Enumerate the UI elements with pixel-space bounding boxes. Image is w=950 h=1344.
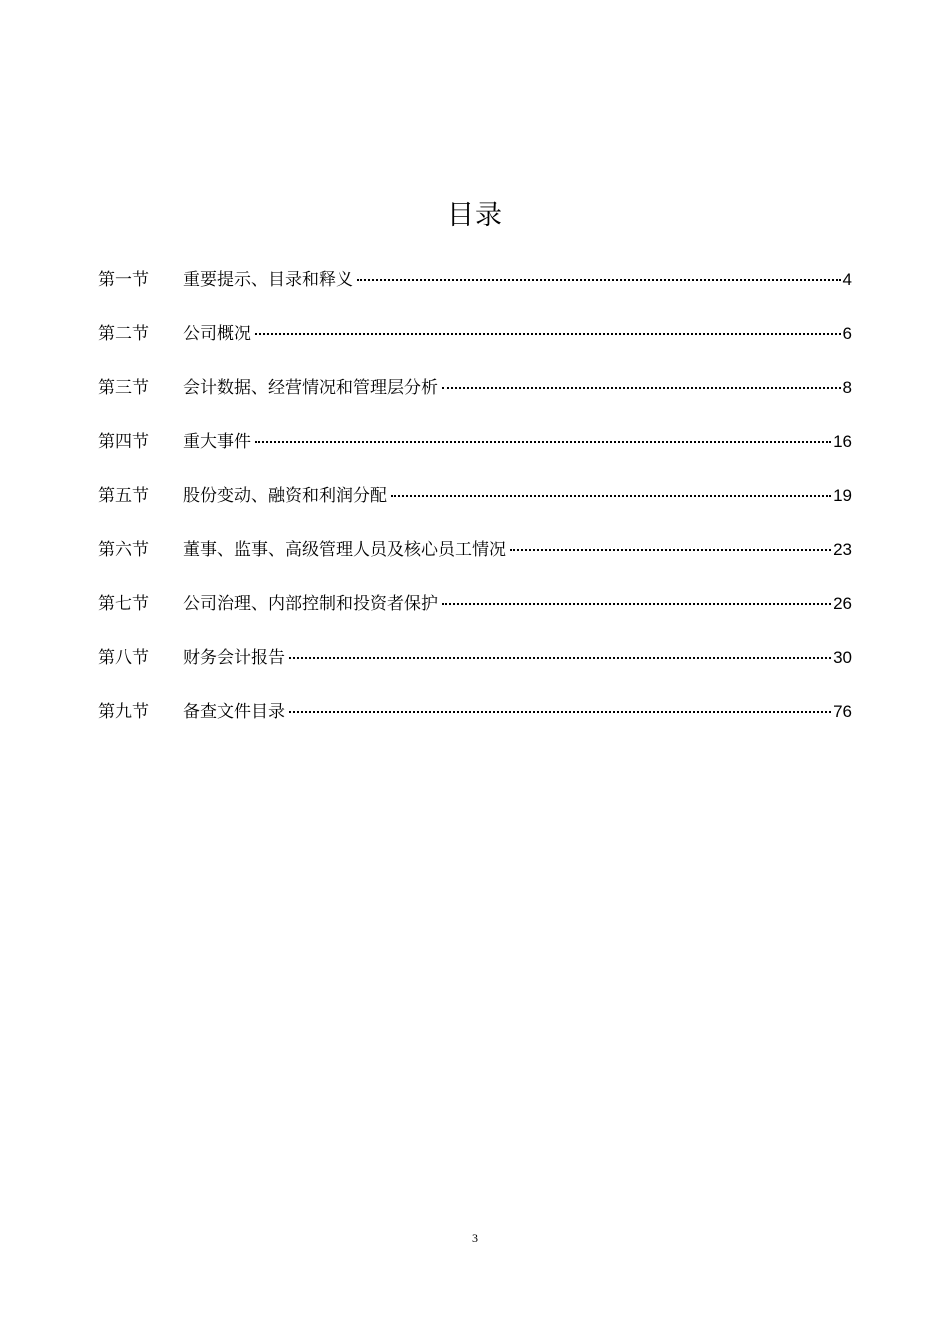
- toc-page-number: 26: [833, 594, 852, 613]
- toc-dot-leader: [255, 333, 841, 335]
- toc-entry[interactable]: [98, 644, 852, 698]
- toc-entry-label: 股份变动、融资和利润分配: [183, 486, 387, 506]
- toc-entry-label: 备查文件目录: [183, 702, 285, 722]
- toc-dot-leader: [255, 441, 831, 443]
- toc-section-number: 第四节: [98, 432, 149, 452]
- toc-entry-label: 重大事件: [183, 432, 251, 452]
- toc-page-number: 6: [842, 324, 852, 343]
- toc-entry-label: 重要提示、目录和释义: [183, 270, 353, 290]
- toc-dot-leader: [391, 495, 831, 497]
- page-number: 3: [472, 1231, 478, 1245]
- toc-page-number: 23: [833, 540, 852, 559]
- toc-section-number: 第六节: [98, 540, 149, 560]
- toc-page-number: 8: [842, 378, 852, 397]
- toc-entry[interactable]: [98, 698, 852, 752]
- toc-entry-label: 公司治理、内部控制和投资者保护: [183, 594, 438, 614]
- toc-section-number: 第一节: [98, 270, 149, 290]
- toc-entry[interactable]: [98, 320, 852, 374]
- toc-entry[interactable]: [98, 428, 852, 482]
- toc-page-number: 19: [833, 486, 852, 505]
- toc-section-number: 第九节: [98, 702, 149, 722]
- toc-entry-label: 会计数据、经营情况和管理层分析: [183, 378, 438, 398]
- toc-section-number: 第八节: [98, 648, 149, 668]
- toc-dot-leader: [442, 603, 831, 605]
- toc-title: 目录: [447, 200, 503, 231]
- toc-section-number: 第二节: [98, 324, 149, 344]
- toc-dot-leader: [442, 387, 841, 389]
- toc-section-number: 第五节: [98, 486, 149, 506]
- toc-entry-label: 董事、监事、高级管理人员及核心员工情况: [183, 540, 506, 560]
- toc-entry[interactable]: [98, 374, 852, 428]
- toc-dot-leader: [510, 549, 831, 551]
- toc-dot-leader: [357, 279, 841, 281]
- toc-entry-label: 公司概况: [183, 324, 251, 344]
- toc-section-number: 第三节: [98, 378, 149, 398]
- toc-entry[interactable]: [98, 266, 852, 320]
- toc-section-number: 第七节: [98, 594, 149, 614]
- toc-entry-label: 财务会计报告: [183, 648, 285, 668]
- toc-entry[interactable]: [98, 482, 852, 536]
- toc-dot-leader: [289, 711, 831, 713]
- toc-list: [98, 266, 852, 752]
- toc-page-number: 30: [833, 648, 852, 667]
- toc-dot-leader: [289, 657, 831, 659]
- toc-page-number: 4: [842, 270, 852, 289]
- toc-entry[interactable]: [98, 590, 852, 644]
- toc-page-number: 76: [833, 702, 852, 721]
- toc-entry[interactable]: [98, 536, 852, 590]
- toc-page-number: 16: [833, 432, 852, 451]
